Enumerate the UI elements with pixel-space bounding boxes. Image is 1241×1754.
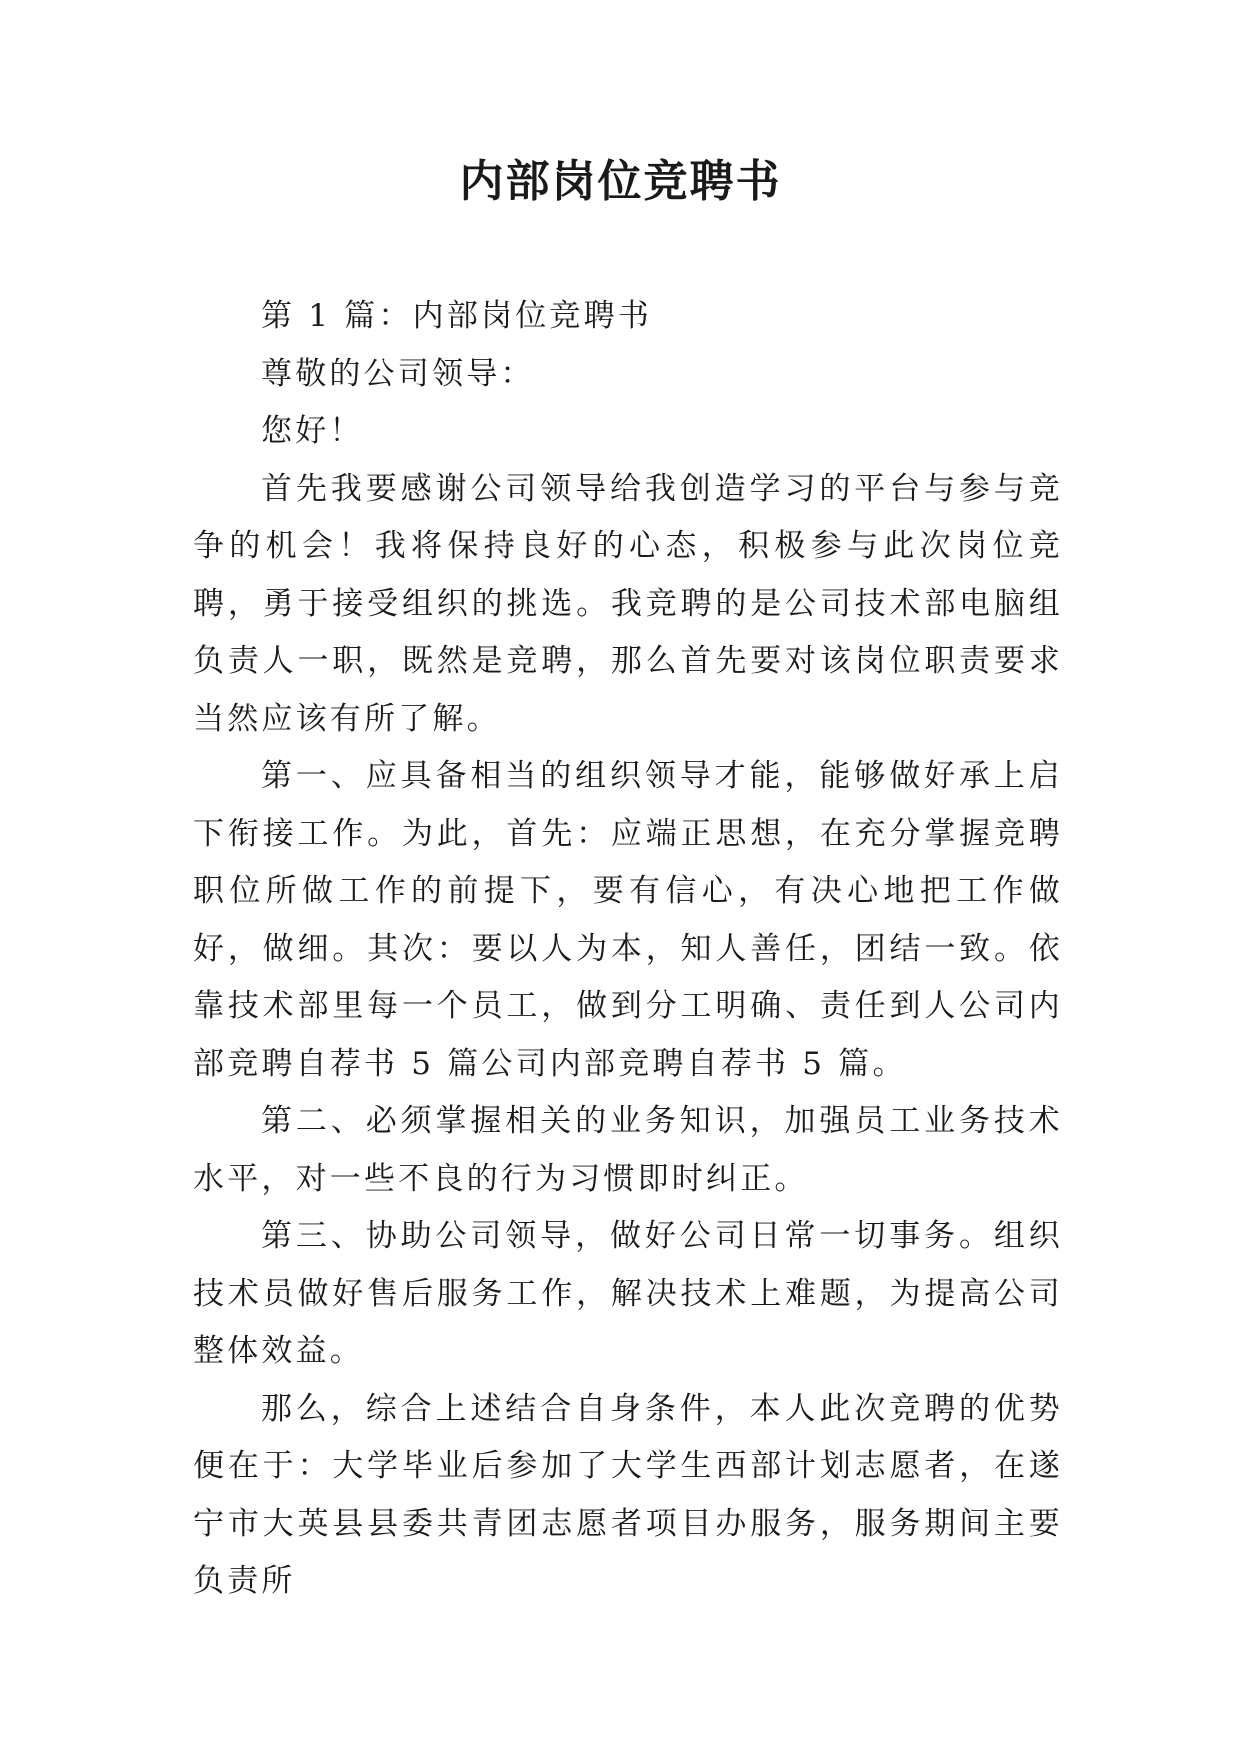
document-title: 内部岗位竞聘书	[459, 156, 782, 207]
paragraph-greeting: 您好！	[261, 413, 364, 449]
paragraph-first-point: 第一、应具备相当的组织领导才能，能够做好承上启下衔接工作。为此，首先：应端正思想，在充分掌握竞聘职位所做工作的前提下，要有信心，有决心地把工作做好，做细。其次：要以人为本，知人善任，团结一致。依靠技术部里每一个员工，做到分工明确、责任到人公司内部竞聘自荐书 5 篇公司内部竞聘自荐书 5 篇。	[193, 758, 1063, 1082]
paragraph-third-point: 第三、协助公司领导，做好公司日常一切事务。组织技术员做好售后服务工作，解决技术上难题，为提高公司整体效益。	[193, 1218, 1063, 1369]
paragraph-salutation: 尊敬的公司领导：	[261, 355, 535, 392]
paragraph-intro: 首先我要感谢公司领导给我创造学习的平台与参与竞争的机会！我将保持良好的心态，积极参与此次岗位竞聘，勇于接受组织的挑选。我竞聘的是公司技术部电脑组负责人一职，既然是竞聘，那么首先要对该岗位职责要求当然应该有所了解。	[193, 470, 1063, 737]
document-body	[193, 288, 1063, 1611]
paragraph-heading: 第 1 篇：内部岗位竞聘书	[261, 298, 653, 334]
paragraph-advantages: 那么，综合上述结合自身条件，本人此次竞聘的优势便在于：大学毕业后参加了大学生西部计划志愿者，在遂宁市大英县县委共青团志愿者项目办服务，服务期间主要负责所	[193, 1390, 1063, 1599]
paragraph-second-point: 第二、必须掌握相关的业务知识，加强员工业务技术水平，对一些不良的行为习惯即时纠正。	[193, 1103, 1063, 1197]
